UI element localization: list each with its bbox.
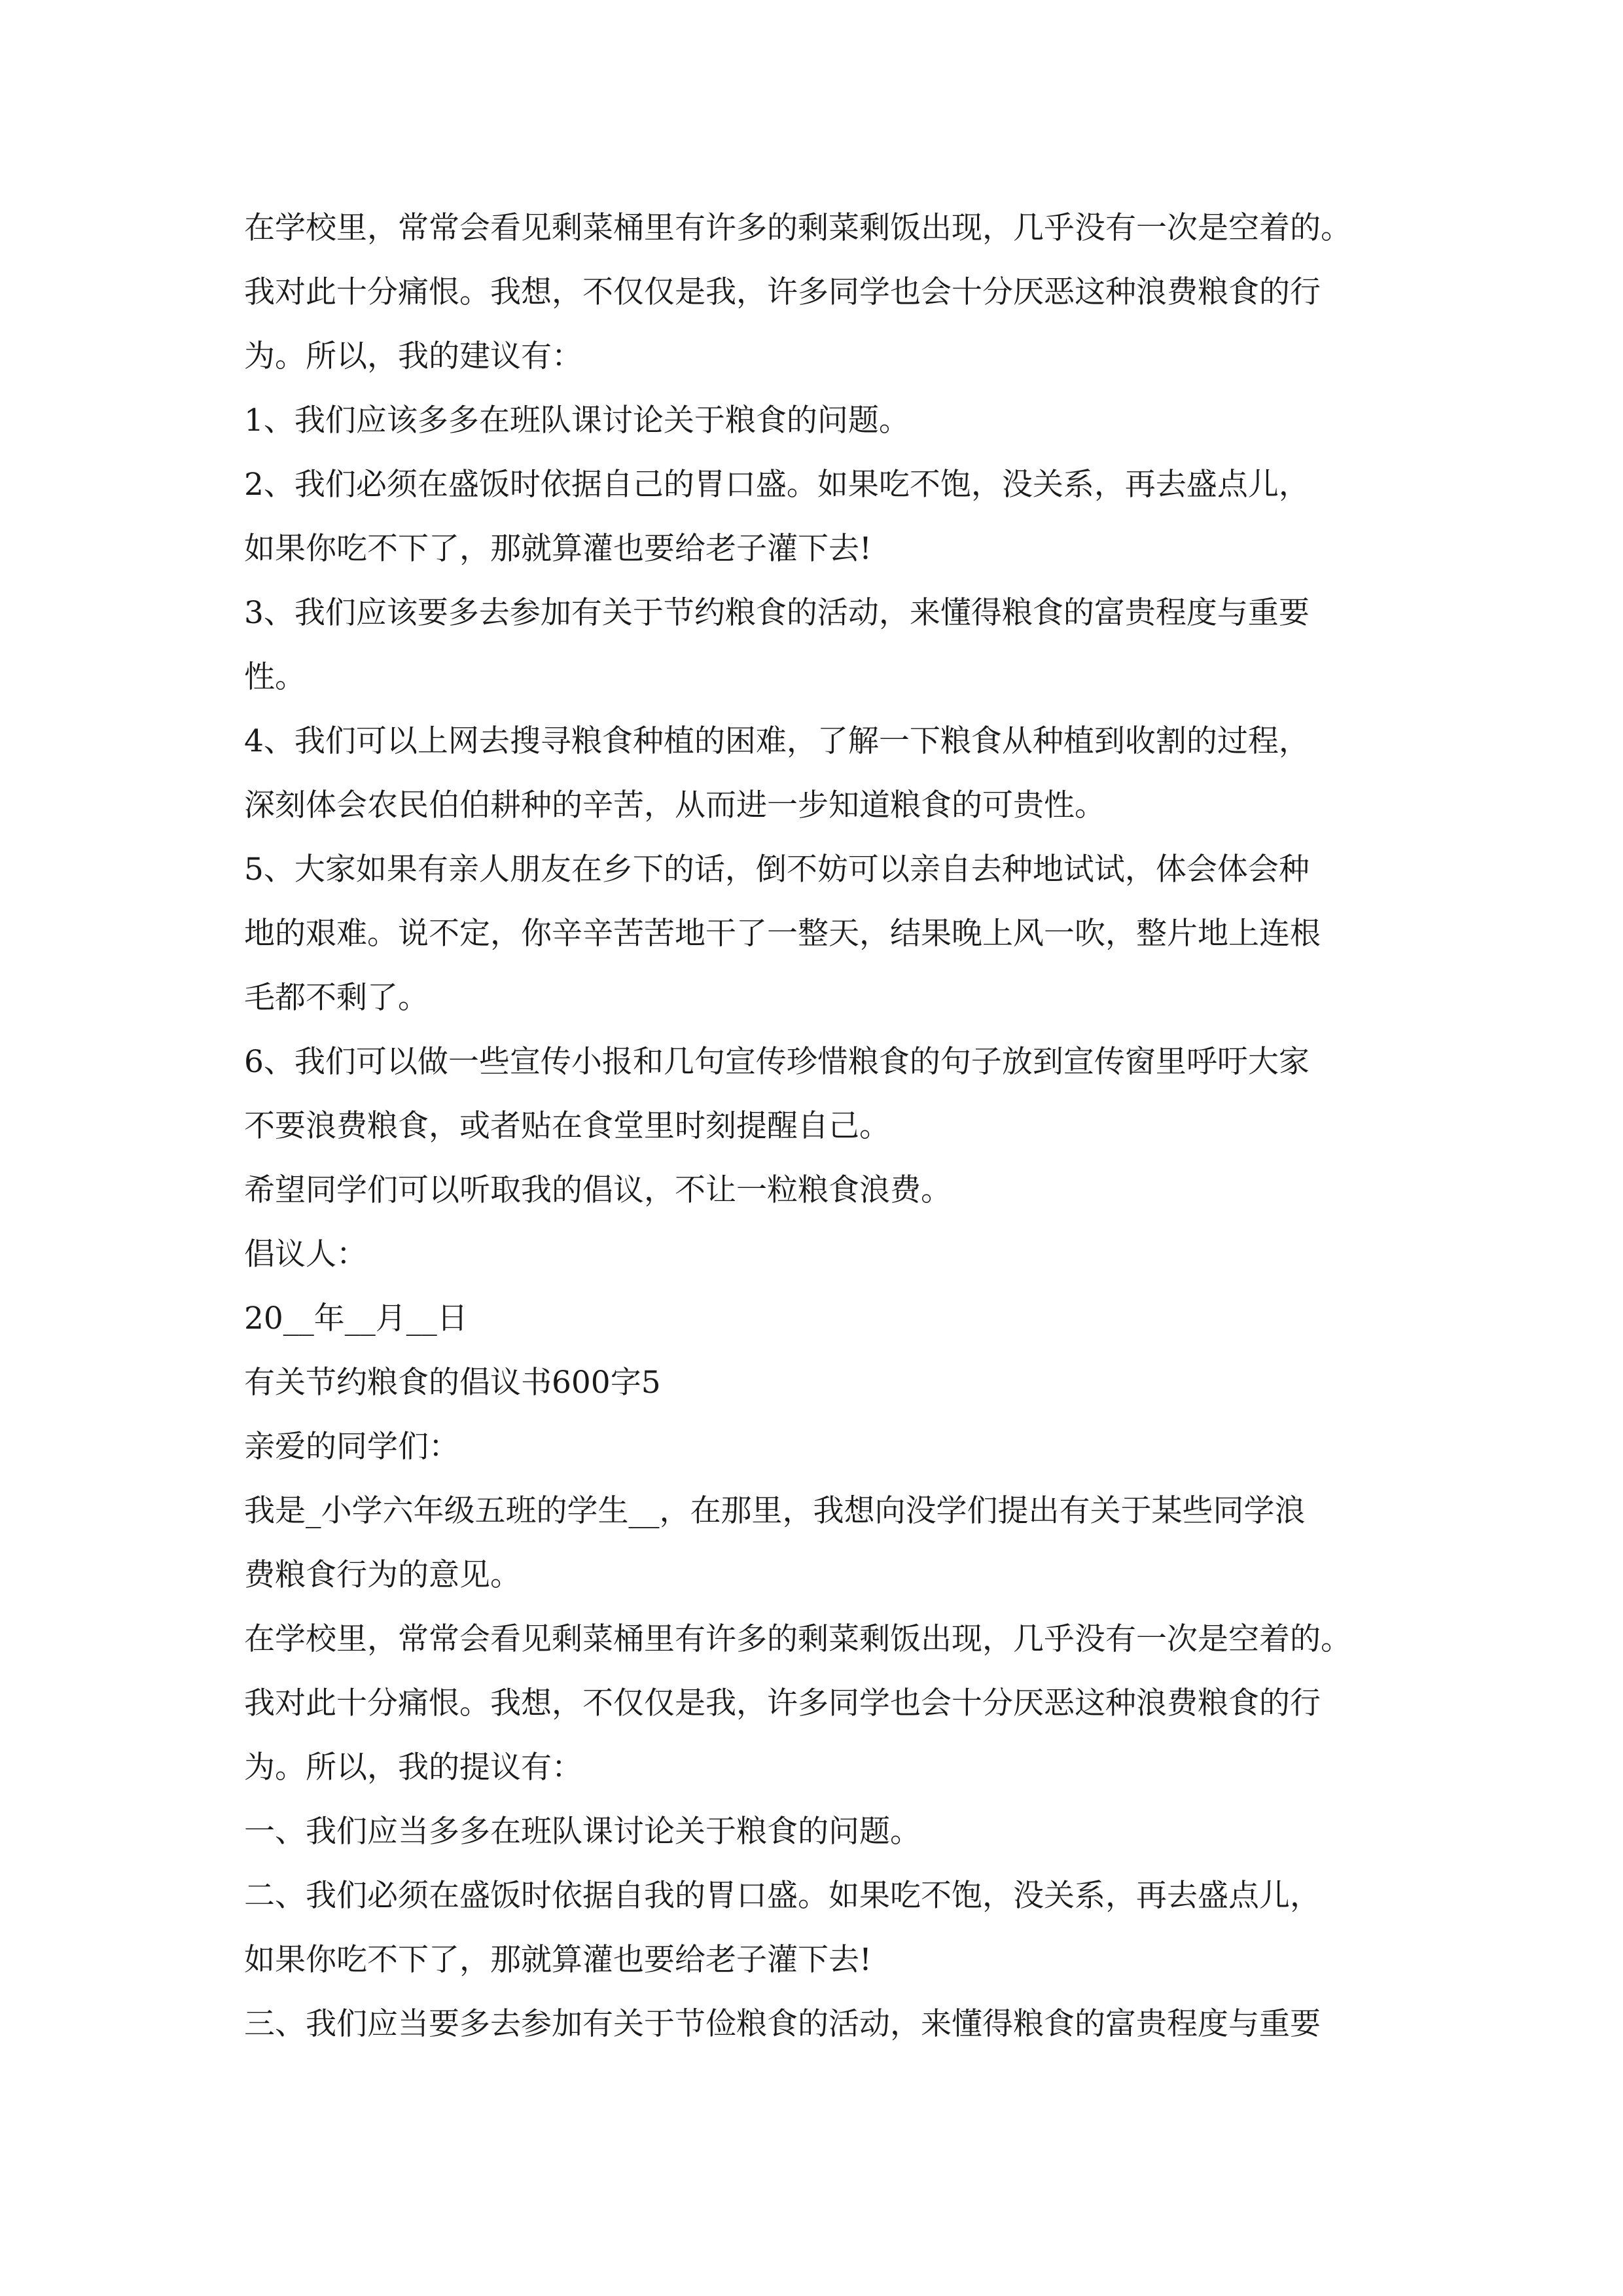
text-line: 如果你吃不下了，那就算灌也要给老子灌下去! xyxy=(244,531,872,567)
list-item-one: 一、我们应当多多在班队课讨论关于粮食的问题。 xyxy=(244,1814,921,1850)
text-line: 我对此十分痛恨。我想，不仅仅是我，许多同学也会十分厌恶这种浪费粮食的行 xyxy=(244,1685,1321,1721)
text-line: 为。所以，我的建议有： xyxy=(244,338,582,374)
section-title: 有关节约粮食的倡议书600字5 xyxy=(244,1365,661,1401)
list-item-2: 2、我们必须在盛饭时依据自己的胃口盛。如果吃不饱，没关系，再去盛点儿， xyxy=(244,467,1310,503)
text-line: 费粮食行为的意见。 xyxy=(244,1557,521,1593)
proposer-label: 倡议人： xyxy=(244,1236,367,1272)
text-line: 在学校里，常常会看见剩菜桶里有许多的剩菜剩饭出现，几乎没有一次是空着的。 xyxy=(244,1621,1351,1657)
text-line: 毛都不剩了。 xyxy=(244,980,429,1016)
list-item-3: 3、我们应该要多去参加有关于节约粮食的活动，来懂得粮食的富贵程度与重要 xyxy=(244,595,1310,631)
list-item-two: 二、我们必须在盛饭时依据自我的胃口盛。如果吃不饱，没关系，再去盛点儿， xyxy=(244,1878,1321,1914)
closing-line: 希望同学们可以听取我的倡议，不让一粒粮食浪费。 xyxy=(244,1172,952,1208)
list-item-5: 5、大家如果有亲人朋友在乡下的话，倒不妨可以亲自去种地试试，体会体会种 xyxy=(244,852,1310,888)
text-line: 在学校里，常常会看见剩菜桶里有许多的剩菜剩饭出现，几乎没有一次是空着的。 xyxy=(244,210,1351,246)
text-line: 不要浪费粮食，或者贴在食堂里时刻提醒自己。 xyxy=(244,1108,890,1144)
document-body xyxy=(244,196,1409,2056)
text-line: 深刻体会农民伯伯耕种的辛苦，从而进一步知道粮食的可贵性。 xyxy=(244,787,1105,823)
text-line: 我是_小学六年级五班的学生__，在那里，我想向没学们提出有关于某些同学浪 xyxy=(244,1493,1306,1529)
text-line: 性。 xyxy=(244,659,306,695)
salutation: 亲爱的同学们： xyxy=(244,1429,459,1465)
list-item-1: 1、我们应该多多在班队课讨论关于粮食的问题。 xyxy=(244,403,910,439)
text-line: 我对此十分痛恨。我想，不仅仅是我，许多同学也会十分厌恶这种浪费粮食的行 xyxy=(244,274,1321,310)
date-line: 20__年__月__日 xyxy=(244,1300,468,1336)
list-item-6: 6、我们可以做一些宣传小报和几句宣传珍惜粮食的句子放到宣传窗里呼吁大家 xyxy=(244,1044,1310,1080)
text-line: 地的艰难。说不定，你辛辛苦苦地干了一整天，结果晚上风一吹，整片地上连根 xyxy=(244,916,1321,952)
list-item-4: 4、我们可以上网去搜寻粮食种植的困难，了解一下粮食从种植到收割的过程， xyxy=(244,723,1310,759)
list-item-three: 三、我们应当要多去参加有关于节俭粮食的活动，来懂得粮食的富贵程度与重要 xyxy=(244,2006,1321,2042)
text-line: 为。所以，我的提议有： xyxy=(244,1749,582,1785)
text-line: 如果你吃不下了，那就算灌也要给老子灌下去! xyxy=(244,1942,872,1978)
